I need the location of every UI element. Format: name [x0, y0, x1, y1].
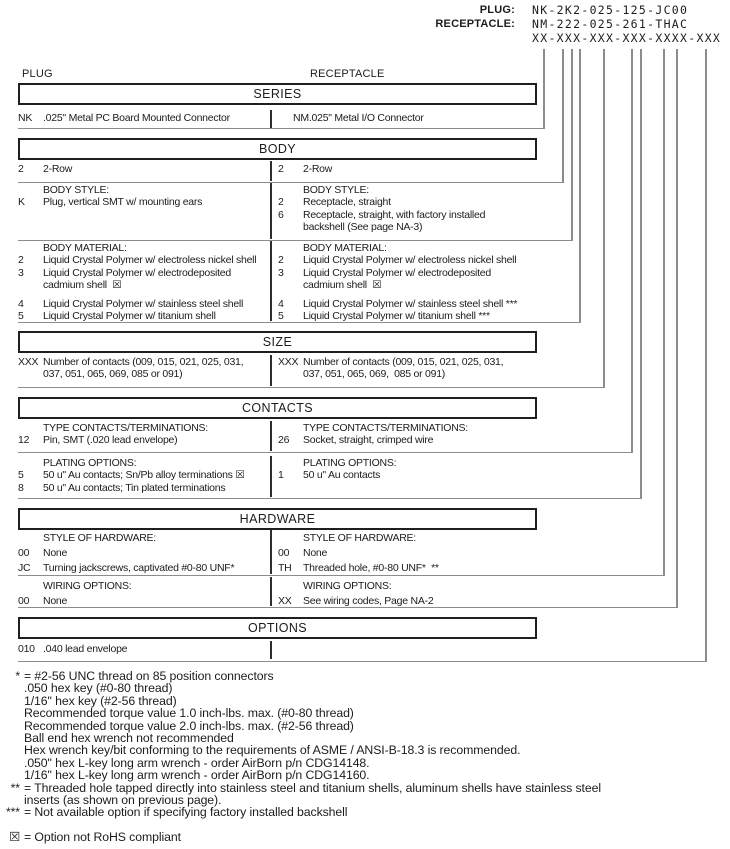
option-text: Liquid Crystal Polymer w/ electrodeposited — [43, 266, 231, 279]
option-row — [18, 546, 270, 561]
option-code: XXX — [278, 356, 299, 368]
footnote-marker — [0, 695, 24, 707]
option-row — [278, 267, 536, 279]
group-heading — [278, 457, 536, 469]
footnote-marker: *** — [5, 805, 20, 820]
contacts-type-receptacle-rows — [278, 422, 536, 447]
option-code — [18, 579, 43, 594]
footnote-line — [0, 806, 726, 818]
option-code: 2 — [278, 254, 284, 267]
column-divider — [270, 456, 272, 497]
connector-line — [18, 128, 545, 130]
option-text: Threaded hole, #0-80 UNF* ** — [303, 562, 439, 574]
option-row — [18, 368, 270, 380]
option-text: PLATING OPTIONS: — [43, 457, 137, 469]
option-code: 00 — [278, 547, 290, 559]
footnote-text: 1/16" hex L-key long arm wrench - order AirBorn p/n CDG14160. — [24, 768, 370, 783]
option-text: Liquid Crystal Polymer w/ electroless nickel shell — [43, 254, 257, 267]
option-row — [278, 594, 536, 609]
option-code: 5 — [278, 310, 284, 323]
connector-line — [18, 387, 605, 389]
option-row — [18, 112, 270, 124]
option-code: NM — [293, 112, 309, 124]
series-header-bar: SERIES — [18, 83, 537, 105]
column-header-plug: PLUG — [22, 68, 53, 80]
contacts-header-bar: CONTACTS — [18, 397, 537, 419]
footnote-text: .050" hex L-key long arm wrench - order AirBorn p/n CDG14148. — [24, 755, 370, 770]
option-code — [18, 242, 43, 254]
group-heading — [18, 242, 270, 254]
option-text: WIRING OPTIONS: — [43, 580, 132, 592]
body-header-bar: BODY — [18, 138, 537, 160]
option-code: 1 — [278, 469, 284, 482]
group-heading — [18, 184, 270, 196]
option-row — [278, 254, 536, 266]
connector-line — [640, 49, 642, 499]
option-row — [18, 469, 270, 481]
footnote-text: Hex wrench key/bit conforming to the requirements of ASME / ANSI-B-18.3 is recommended. — [24, 743, 521, 758]
option-code — [18, 531, 43, 546]
column-divider — [270, 530, 272, 574]
option-text: 037, 051, 065, 069, 085 or 091) — [303, 368, 446, 381]
option-code: 4 — [18, 297, 24, 310]
option-code — [18, 422, 43, 434]
option-code: 010 — [18, 643, 35, 655]
group-heading — [278, 579, 536, 594]
option-text: .025" Metal I/O Connector — [308, 112, 424, 124]
option-text: PLATING OPTIONS: — [303, 457, 397, 469]
option-text: BODY STYLE: — [43, 184, 109, 196]
group-heading — [18, 457, 270, 469]
option-code — [18, 184, 43, 196]
option-row — [278, 356, 536, 368]
option-text: WIRING OPTIONS: — [303, 580, 392, 592]
option-code: XXX — [18, 356, 39, 368]
connector-line — [579, 49, 581, 323]
option-text: Liquid Crystal Polymer w/ electroless nickel shell — [303, 254, 517, 267]
option-row — [278, 469, 536, 481]
option-code: TH — [278, 562, 292, 574]
connector-line — [631, 49, 633, 453]
footnote-text: = Not available option if specifying factory installed backshell — [24, 805, 348, 820]
column-divider — [270, 355, 272, 386]
footnote-text: Recommended torque value 1.0 inch-lbs. max. (#0-80 thread) — [24, 706, 354, 721]
option-code: NK — [18, 112, 33, 124]
group-heading — [18, 579, 270, 594]
option-row — [278, 561, 536, 576]
option-code: 3 — [18, 266, 24, 279]
option-code: JC — [18, 562, 31, 574]
group-heading — [278, 531, 536, 546]
option-row — [278, 310, 536, 322]
hardware-style-plug-rows — [18, 531, 270, 576]
option-text: Plug, vertical SMT w/ mounting ears — [43, 196, 203, 209]
option-text: 50 u" Au contacts — [303, 469, 381, 482]
footnote-marker — [0, 769, 24, 781]
option-text: None — [43, 547, 68, 559]
option-row — [278, 368, 536, 380]
option-row — [18, 594, 270, 609]
option-row — [18, 298, 270, 310]
option-text: Liquid Crystal Polymer w/ titanium shell *** — [303, 310, 490, 323]
footnote-marker — [0, 732, 24, 744]
option-code — [18, 279, 43, 291]
footnote-text: Ball end hex wrench not recommended — [24, 731, 234, 746]
option-text: TYPE CONTACTS/TERMINATIONS: — [43, 422, 208, 434]
receptacle-example-label: RECEPTACLE: — [435, 18, 515, 30]
option-code — [278, 279, 303, 291]
option-row — [278, 196, 536, 208]
footnote-text: 1/16" hex key (#2-56 thread) — [24, 693, 177, 708]
series-plug-rows — [18, 112, 270, 124]
footnotes — [0, 670, 726, 843]
footnote-marker — [0, 757, 24, 769]
group-heading — [278, 422, 536, 434]
option-text: backshell (See page NA-3) — [303, 221, 423, 234]
option-text: BODY MATERIAL: — [303, 242, 387, 254]
option-text: Socket, straight, crimped wire — [303, 434, 434, 447]
option-text: 50 u" Au contacts; Sn/Pb alloy terminations ☒ — [43, 469, 245, 482]
plug-example-label: PLUG: — [479, 4, 515, 16]
option-code: 4 — [278, 297, 284, 310]
option-row — [293, 112, 533, 124]
column-divider — [270, 577, 272, 606]
footnote-marker: ** — [10, 780, 20, 795]
hardware-header-bar: HARDWARE — [18, 508, 537, 530]
footnote-line — [0, 831, 726, 843]
option-text: Receptacle, straight, with factory installed — [303, 208, 486, 221]
body-row-receptacle-rows — [278, 163, 536, 175]
option-text: BODY MATERIAL: — [43, 242, 127, 254]
option-text: .040 lead envelope — [43, 643, 128, 655]
column-divider — [270, 183, 272, 239]
footnote-text: Recommended torque value 2.0 inch-lbs. max. (#2-56 thread) — [24, 718, 354, 733]
connector-line — [18, 452, 633, 454]
connector-line — [18, 498, 642, 500]
option-code: 00 — [18, 547, 30, 559]
option-text: None — [43, 594, 68, 607]
footnote-marker — [0, 720, 24, 732]
option-code: 2 — [278, 163, 284, 175]
footnote-text: .050 hex key (#0-80 thread) — [24, 681, 173, 696]
option-code: 2 — [18, 254, 24, 267]
footnote-line — [0, 682, 726, 694]
hardware-style-receptacle-rows — [278, 531, 536, 576]
option-text: cadmium shell ☒ — [43, 279, 122, 292]
option-row — [278, 298, 536, 310]
option-text: 2-Row — [303, 163, 333, 175]
connector-line — [603, 49, 605, 388]
group-heading — [18, 422, 270, 434]
option-code — [278, 579, 303, 594]
connector-line — [705, 49, 707, 662]
option-code: 5 — [18, 310, 24, 323]
connector-line — [562, 49, 564, 183]
option-text: Liquid Crystal Polymer w/ stainless steel shell — [43, 297, 244, 310]
footnote-marker — [0, 682, 24, 694]
footnote-line — [0, 707, 726, 719]
option-row — [18, 482, 270, 494]
connector-line — [676, 49, 678, 608]
option-code — [278, 531, 303, 546]
footnote-line — [0, 769, 726, 781]
option-code — [278, 221, 303, 233]
option-code — [18, 457, 43, 469]
connector-line — [18, 661, 707, 663]
group-heading — [18, 531, 270, 546]
option-text: Pin, SMT (.020 lead envelope) — [43, 434, 178, 447]
body-material-plug-rows — [18, 242, 270, 322]
column-divider — [270, 241, 272, 321]
option-row — [18, 163, 270, 175]
option-row — [18, 356, 270, 368]
footnote-text: = Threaded hole tapped directly into stainless steel and titanium shells, aluminum shells have stainless steel — [24, 780, 601, 795]
body-row-plug-rows — [18, 163, 270, 175]
body-style-plug-rows — [18, 184, 270, 209]
option-code: 6 — [278, 208, 284, 221]
option-code — [278, 242, 303, 254]
footnote-marker: * — [15, 669, 20, 683]
option-code: 8 — [18, 481, 24, 494]
connector-line — [18, 182, 564, 184]
column-header-receptacle: RECEPTACLE — [310, 68, 385, 80]
receptacle-example-value: NM-222-025-261-THAC — [532, 17, 689, 31]
body-style-receptacle-rows — [278, 184, 536, 234]
option-row — [18, 434, 270, 446]
option-row — [18, 196, 270, 208]
footnote-marker: ☒ — [9, 829, 20, 844]
option-text: STYLE OF HARDWARE: — [43, 532, 156, 544]
option-text: STYLE OF HARDWARE: — [303, 532, 416, 544]
size-plug-rows — [18, 356, 270, 381]
footnote-line — [0, 744, 726, 756]
connector-line — [543, 49, 545, 129]
wiring-plug-rows — [18, 579, 270, 608]
body-material-receptacle-rows — [278, 242, 536, 322]
option-row — [18, 279, 270, 291]
option-row — [278, 163, 536, 175]
option-row — [18, 310, 270, 322]
contacts-type-plug-rows — [18, 422, 270, 447]
option-text: Number of contacts (009, 015, 021, 025, 031, — [303, 356, 504, 368]
column-divider — [270, 161, 272, 181]
column-divider — [270, 110, 272, 128]
option-text: Number of contacts (009, 015, 021, 025, 031, — [43, 356, 244, 368]
option-row — [18, 254, 270, 266]
option-text: Receptacle, straight — [303, 196, 391, 209]
footnote-marker — [0, 707, 24, 719]
option-row — [278, 546, 536, 561]
option-text: Liquid Crystal Polymer w/ titanium shell — [43, 310, 216, 323]
option-row — [18, 643, 270, 655]
column-divider — [270, 641, 272, 659]
option-text: TYPE CONTACTS/TERMINATIONS: — [303, 422, 468, 434]
option-code — [18, 368, 43, 380]
option-code — [278, 368, 303, 380]
plug-example-value: NK-2K2-025-125-JC00 — [532, 3, 689, 17]
option-code: XX — [278, 594, 292, 607]
options-header-bar: OPTIONS — [18, 617, 537, 639]
option-text: cadmium shell ☒ — [303, 279, 382, 292]
option-text: Liquid Crystal Polymer w/ stainless steel shell *** — [303, 297, 518, 310]
connector-line — [18, 240, 573, 242]
wiring-receptacle-rows — [278, 579, 536, 608]
group-heading — [278, 184, 536, 196]
column-divider — [270, 421, 272, 451]
plating-plug-rows — [18, 457, 270, 494]
option-code: 3 — [278, 266, 284, 279]
size-receptacle-rows — [278, 356, 536, 381]
option-code — [278, 422, 303, 434]
option-code: 2 — [18, 163, 24, 175]
option-code: 12 — [18, 434, 30, 447]
footnote-text: = Option not RoHS compliant — [24, 829, 181, 844]
option-code: 2 — [278, 196, 284, 209]
size-header-bar: SIZE — [18, 331, 537, 353]
footnote-text: = #2-56 UNC thread on 85 position connectors — [24, 669, 274, 683]
series-receptacle-rows — [293, 112, 533, 124]
option-row — [18, 561, 270, 576]
connector-line — [663, 49, 665, 576]
group-heading — [278, 242, 536, 254]
option-code: 5 — [18, 469, 24, 482]
footnote-marker — [0, 744, 24, 756]
option-code: K — [18, 196, 25, 209]
option-row — [18, 267, 270, 279]
connector-line — [571, 49, 573, 241]
option-text: Turning jackscrews, captivated #0-80 UNF* — [43, 562, 235, 574]
option-text: Liquid Crystal Polymer w/ electrodeposited — [303, 266, 491, 279]
part-number-mask: XX-XXX-XXX-XXX-XXXX-XXX — [532, 31, 722, 45]
option-code — [278, 457, 303, 469]
option-text: 2-Row — [43, 163, 73, 175]
option-text: None — [303, 547, 328, 559]
option-row — [278, 221, 536, 233]
option-text: 50 u" Au contacts; Tin plated terminations — [43, 481, 226, 494]
option-text: .025" Metal PC Board Mounted Connector — [43, 112, 230, 124]
plating-receptacle-rows — [278, 457, 536, 482]
option-row — [278, 279, 536, 291]
option-code: 26 — [278, 434, 290, 447]
option-text: 037, 051, 065, 069, 085 or 091) — [43, 368, 183, 381]
option-text: BODY STYLE: — [303, 184, 369, 196]
footnote-text: inserts (as shown on previous page). — [24, 793, 222, 808]
option-row — [278, 209, 536, 221]
option-code — [278, 184, 303, 196]
option-code: 00 — [18, 594, 30, 607]
option-row — [278, 434, 536, 446]
option-text: See wiring codes, Page NA-2 — [303, 594, 434, 607]
options-plug-rows — [18, 643, 270, 655]
